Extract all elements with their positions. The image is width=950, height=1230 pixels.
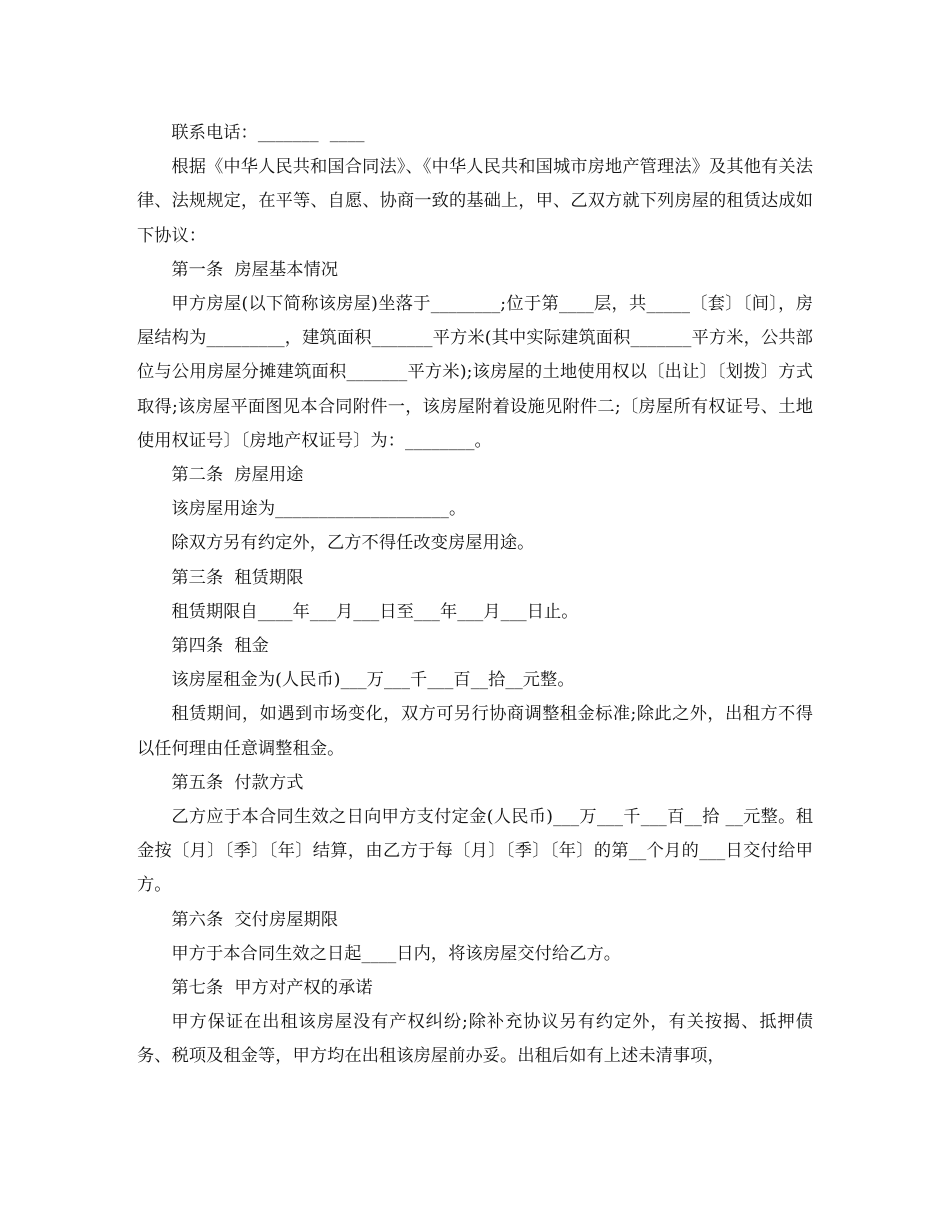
article-6-body: 甲方于本合同生效之日起____日内，将该房屋交付给乙方。	[171, 943, 622, 964]
article-3-body: 租赁期限自____年___月___日至___年___月___日止。	[171, 601, 579, 622]
document-body	[137, 116, 813, 1074]
article-1-heading: 第一条 房屋基本情况	[171, 259, 339, 280]
article-5-heading: 第五条 付款方式	[171, 772, 304, 793]
article-5-body: 乙方应于本合同生效之日向甲方支付定金(人民币)___万___千___百__拾 __元整。租金按〔月〕〔季〕〔年〕结算，由乙方于每〔月〕〔季〕〔年〕的第__个月的___日交付给甲方。	[137, 807, 813, 896]
article-6-heading: 第六条 交付房屋期限	[171, 909, 339, 930]
article-3-heading: 第三条 租赁期限	[171, 567, 304, 588]
article-2-heading: 第二条 房屋用途	[171, 465, 304, 486]
article-2-restriction: 除双方另有约定外，乙方不得任改变房屋用途。	[171, 533, 535, 554]
preamble-paragraph: 根据《中华人民共和国合同法》、《中华人民共和国城市房地产管理法》及其他有关法律、法规规定，在平等、自愿、协商一致的基础上，甲、乙双方就下列房屋的租赁达成如下协议：	[137, 157, 813, 246]
article-4-body: 该房屋租金为(人民币)___万___千___百__拾__元整。	[171, 670, 575, 691]
article-7-body: 甲方保证在出租该房屋没有产权纠纷;除补充协议另有约定外，有关按揭、抵押债务、税项及租金等，甲方均在出租该房屋前办妥。出租后如有上述未清事项，	[137, 1012, 813, 1067]
article-2-body: 该房屋用途为____________________。	[171, 499, 467, 520]
contact-phone-line: 联系电话：_______ ____	[171, 123, 365, 143]
article-7-heading: 第七条 甲方对产权的承诺	[171, 978, 373, 999]
article-1-body: 甲方房屋(以下简称该房屋)坐落于________;位于第____层，共_____〔套〕〔间〕，房屋结构为_________，建筑面积_______平方米(其中实际建筑面积_______平方米，公共部位与公用房屋分摊建筑面积_______平方米);该房屋的土地使用权以〔出让〕〔划拨〕方式取得;该房屋平面图见本合同附件一，该房屋附着设施见附件二;〔房屋所有权证号、土地使用权证号〕〔房地产权证号〕为：________。	[137, 294, 813, 451]
article-4-heading: 第四条 租金	[171, 636, 269, 657]
article-4-adjustment: 租赁期间，如遇到市场变化，双方可另行协商调整租金标准;除此之外，出租方不得以任何理由任意调整租金。	[137, 704, 813, 759]
